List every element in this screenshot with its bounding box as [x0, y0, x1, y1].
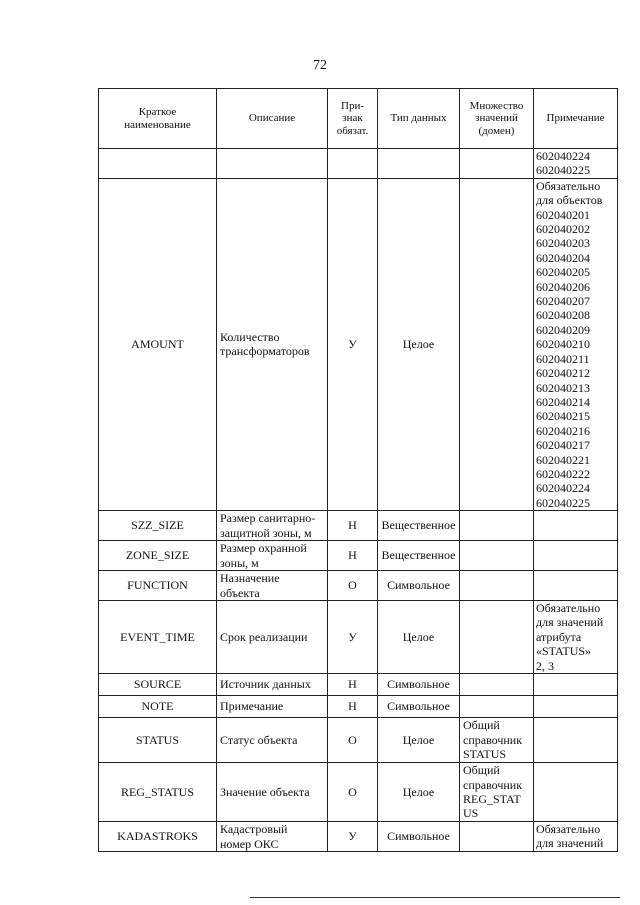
cell-description: Размер санитарно- защитной зоны, м: [217, 511, 328, 541]
cell-short-name: AMOUNT: [99, 178, 217, 510]
cell-required: У: [328, 178, 378, 510]
cell-note: [534, 763, 618, 822]
cell-required: О: [328, 718, 378, 763]
cell-required: У: [328, 600, 378, 673]
cell-short-name: SZZ_SIZE: [99, 511, 217, 541]
cell-required: У: [328, 822, 378, 852]
cell-note: [534, 696, 618, 718]
cell-data-type: Целое: [378, 178, 460, 510]
cell-description: Статус объекта: [217, 718, 328, 763]
header-description: Описание: [217, 89, 328, 149]
cell-domain: [460, 571, 534, 601]
cell-required: О: [328, 763, 378, 822]
table-row: [99, 718, 618, 763]
cell-required: Н: [328, 674, 378, 696]
cell-note: [534, 674, 618, 696]
cell-data-type: Вещественное: [378, 511, 460, 541]
table-header-row: [99, 89, 618, 149]
cell-data-type: Символьное: [378, 674, 460, 696]
header-short-name: Краткое наименование: [99, 89, 217, 149]
cell-description: Источник данных: [217, 674, 328, 696]
table-row: [99, 822, 618, 852]
cell-required: О: [328, 571, 378, 601]
cell-data-type: Целое: [378, 600, 460, 673]
cell-short-name: ZONE_SIZE: [99, 541, 217, 571]
cell-data-type: Целое: [378, 718, 460, 763]
header-required: При- знак обязат.: [328, 89, 378, 149]
table-row: [99, 696, 618, 718]
cell-domain: [460, 178, 534, 510]
cell-description: Кадастровый номер ОКС: [217, 822, 328, 852]
cell-domain: [460, 822, 534, 852]
cell-description: Назначение объекта: [217, 571, 328, 601]
table-row: [99, 763, 618, 822]
cell-data-type: Вещественное: [378, 541, 460, 571]
table-row: [99, 571, 618, 601]
cell-note: [534, 541, 618, 571]
cell-note: Обязательно для значений: [534, 822, 618, 852]
table-row: [99, 511, 618, 541]
cell-domain: Общий справочник REG_STAT US: [460, 763, 534, 822]
cell-data-type: Символьное: [378, 571, 460, 601]
footer-rule: [250, 897, 620, 898]
cell-required: [328, 149, 378, 179]
cell-description: Размер охранной зоны, м: [217, 541, 328, 571]
cell-short-name: EVENT_TIME: [99, 600, 217, 673]
table-row: [99, 600, 618, 673]
table-row: [99, 541, 618, 571]
cell-short-name: FUNCTION: [99, 571, 217, 601]
cell-note: Обязательно для объектов 602040201 602040202 602040203 602040204 602040205 602040206 602040207 602040208 602040209 602040210 602040211 602040212 602040213 602040214 602040215 602040216 602040217 602040221 602040222 602040224 602040225: [534, 178, 618, 510]
header-data-type: Тип данных: [378, 89, 460, 149]
cell-note: 602040224 602040225: [534, 149, 618, 179]
cell-data-type: Символьное: [378, 696, 460, 718]
cell-required: Н: [328, 541, 378, 571]
header-domain: Множество значений (домен): [460, 89, 534, 149]
cell-domain: [460, 696, 534, 718]
cell-short-name: REG_STATUS: [99, 763, 217, 822]
cell-data-type: [378, 149, 460, 179]
cell-short-name: SOURCE: [99, 674, 217, 696]
table-row: [99, 674, 618, 696]
cell-note: [534, 571, 618, 601]
attributes-table: [98, 88, 618, 852]
cell-required: Н: [328, 696, 378, 718]
cell-domain: [460, 149, 534, 179]
page-number: 72: [313, 58, 327, 73]
cell-domain: [460, 674, 534, 696]
cell-description: Значение объекта: [217, 763, 328, 822]
cell-note: [534, 718, 618, 763]
cell-domain: [460, 541, 534, 571]
header-note: Примечание: [534, 89, 618, 149]
cell-domain: Общий справочник STATUS: [460, 718, 534, 763]
table-row: [99, 178, 618, 510]
table-row: [99, 149, 618, 179]
cell-data-type: Символьное: [378, 822, 460, 852]
cell-data-type: Целое: [378, 763, 460, 822]
cell-required: Н: [328, 511, 378, 541]
cell-short-name: [99, 149, 217, 179]
cell-description: [217, 149, 328, 179]
cell-short-name: STATUS: [99, 718, 217, 763]
cell-domain: [460, 600, 534, 673]
cell-note: Обязательно для значений атрибута «STATUS» 2, 3: [534, 600, 618, 673]
cell-description: Количество трансформаторов: [217, 178, 328, 510]
cell-short-name: NOTE: [99, 696, 217, 718]
cell-description: Срок реализации: [217, 600, 328, 673]
cell-note: [534, 511, 618, 541]
cell-short-name: KADASTROKS: [99, 822, 217, 852]
cell-description: Примечание: [217, 696, 328, 718]
cell-domain: [460, 511, 534, 541]
